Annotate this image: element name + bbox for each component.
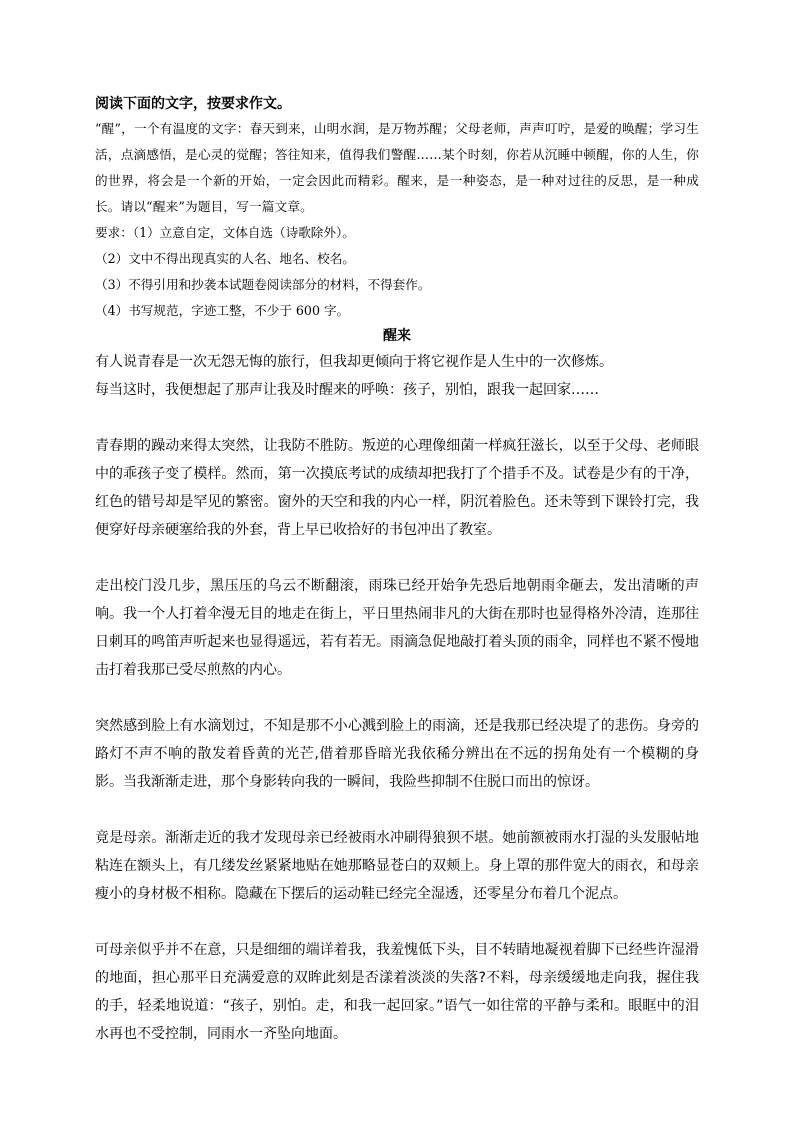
requirement-1: 要求：（1）立意自定，文体自选（诗歌除外）。 — [95, 225, 355, 240]
paragraph-gap — [95, 908, 699, 936]
essay-intro-line-2: 每当这时，我便想起了那声让我及时醒来的呼唤：孩子，别怕，跟我一起回家…… — [95, 382, 599, 398]
paragraph-gap — [95, 684, 699, 712]
essay-paragraph-4: 竟是母亲。渐渐走近的我才发现母亲已经被雨水冲刷得狼狈不堪。她前额被雨水打湿的头发服帖地粘连在额头上，有几缕发丝紧紧地贴在她那略显苍白的双颊上。身上罩的那件宽大的雨衣，和母亲瘦小的身材极不相称。隐藏在下摆后的运动鞋已经完全湿透，还零星分布着几个泥点。 — [95, 830, 699, 902]
paragraph-gap — [95, 544, 699, 572]
essay-intro-line-1: 有人说青春是一次无怨无悔的旅行，但我却更倾向于将它视作是人生中的一次修炼。 — [95, 354, 613, 370]
task-prompt: “醒”，一个有温度的文字：春天到来，山明水润，是万物苏醒；父母老师，声声叮咛，是爱的唤醒；学习生活，点滴感悟，是心灵的觉醒；答往知来，值得我们警醒……某个时刻，你若从沉睡中顿醒，你的人生，你的世界，将会是一个新的开始，一定会因此而精彩。醒来，是一种姿态，是一种对过往的反思，是一种成长。请以“醒来”为题目，写一篇文章。 — [95, 121, 699, 214]
essay-paragraph-1: 青春期的躁动来得太突然，让我防不胜防。叛逆的心理像细菌一样疯狂滋长，以至于父母、老师眼中的乖孩子变了模样。然而，第一次摸底考试的成绩却把我打了个措手不及。试卷是少有的干净，红色的错号却是罕见的繁密。窗外的天空和我的内心一样，阴沉着脸色。还未等到下课铃打完，我便穿好母亲硬塞给我的外套，背上早已收拾好的书包冲出了教室。 — [95, 438, 699, 538]
paragraph-gap — [95, 404, 699, 432]
task-title: 阅读下面的文字，按要求作文。 — [95, 96, 291, 112]
essay-title: 醒来 — [383, 328, 411, 344]
essay-paragraph-2: 走出校门没几步，黑压压的乌云不断翻滚，雨珠已经开始争先恐后地朝雨伞砸去，发出清晰的声响。我一个人打着伞漫无目的地走在街上，平日里热闹非凡的大街在那时也显得格外冷清，连那往日刺耳的鸣笛声听起来也显得遥远，若有若无。雨滴急促地敲打着头顶的雨伞，同样也不紧不慢地击打着我那已受尽煎熬的内心。 — [95, 578, 699, 678]
requirement-4: （4）书写规范，字迹工整，不少于 600 字。 — [95, 303, 350, 318]
essay-paragraph-3: 突然感到脸上有水滴划过，不知是那不小心溅到脸上的雨滴，还是我那已经决堤了的悲伤。身旁的路灯不声不响的散发着昏黄的光芒,借着那昏暗光我依稀分辨出在不远的拐角处有一个模糊的身影。当我渐渐走进，那个身影转向我的一瞬间，我险些抑制不住脱口而出的惊讶。 — [95, 718, 699, 790]
requirement-2: （2）文中不得出现真实的人名、地名、校名。 — [95, 251, 355, 266]
requirement-3: （3）不得引用和抄袭本试题卷阅读部分的材料，不得套作。 — [95, 277, 431, 292]
essay-paragraph-5: 可母亲似乎并不在意，只是细细的端详着我，我羞愧低下头，目不转睛地凝视着脚下已经些许湿滑的地面，担心那平日充满爱意的双眸此刻是否漾着淡淡的失落?不料，母亲缓缓地走向我，握住我的手，轻柔地说道：“孩子，别怕。走，和我一起回家。”语气一如往常的平静与柔和。眼眶中的泪水再也不受控制，同雨水一齐坠向地面。 — [95, 942, 699, 1042]
document-page — [95, 92, 699, 1048]
paragraph-gap — [95, 796, 699, 824]
